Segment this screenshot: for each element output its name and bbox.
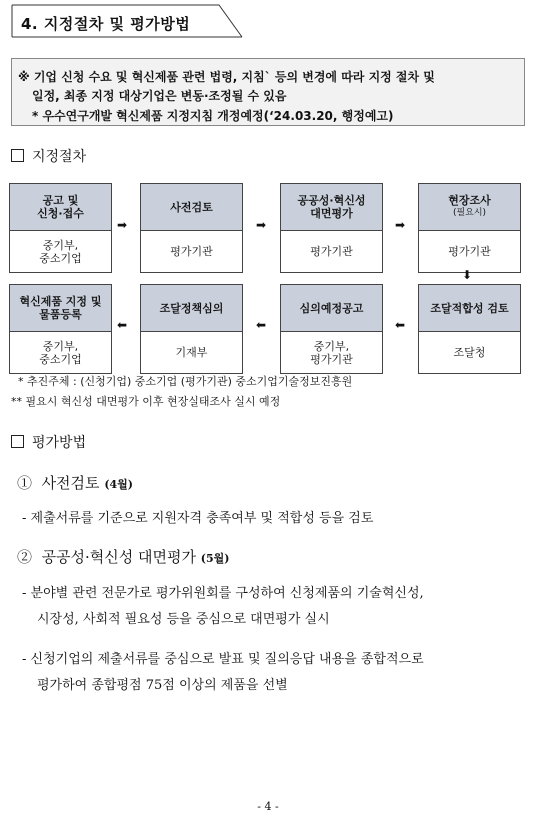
flow-step-title: 공고 및 <box>42 194 79 207</box>
arrow-right-icon: ➡ <box>117 218 128 232</box>
flow-step-title-2: 대면평가 <box>310 207 353 220</box>
checkbox-square-icon <box>11 435 24 448</box>
flow-step-title-2: 신청·접수 <box>37 207 84 220</box>
flow-step-actor-2: 중소기업 <box>39 352 82 366</box>
flow-step-title: 조달정책심의 <box>159 301 224 315</box>
flow-step-pre-review <box>140 183 243 273</box>
flow-step-title: 공공성·혁신성 <box>297 194 366 207</box>
section-title: 4. 지정절차 및 평가방법 <box>21 15 191 33</box>
notice-box <box>11 58 525 126</box>
flow-step-procurement-check <box>418 284 521 374</box>
flow-step-actor-2: 평가기관 <box>310 352 353 366</box>
evaluation-item-1-bullet: - 제출서류를 기준으로 지원자격 충족여부 및 적합성 등을 검토 <box>22 511 374 526</box>
evaluation-heading <box>11 432 86 452</box>
notice-line-3: * 우수연구개발 혁신제품 지정지침 개정예정(‘24.03.20, 행정예고) <box>32 109 394 123</box>
evaluation-item-2-bullet-1-line-1: - 분야별 관련 전문가로 평가위원회를 구성하여 신청제품의 기술혁신성, <box>22 586 424 601</box>
flow-step-actor: 평가기관 <box>448 245 491 258</box>
arrow-left-icon: ⬅ <box>117 318 128 332</box>
flow-step-announce <box>9 183 112 273</box>
circled-number: ② <box>17 548 33 566</box>
notice-line-2: 일정, 최종 지정 대상기업은 변동·조정될 수 있음 <box>32 89 287 103</box>
flow-step-title: 현장조사 <box>448 194 491 207</box>
evaluation-item-2-bullet-2-line-1: - 신청기업의 제출서류를 중심으로 발표 및 질의응답 내용을 종합적으로 <box>22 652 424 667</box>
item-title: 사전검토 <box>41 474 100 492</box>
flow-step-actor: 조달청 <box>453 346 486 359</box>
section-header <box>11 4 243 38</box>
flow-step-title: 조달적합성 검토 <box>430 301 509 315</box>
item-title: 공공성·혁신성 대면평가 <box>41 548 196 566</box>
procedure-note-1: * 추진주체 : (신청기업) 중소기업 (평가기관) 중소기업기술정보진흥원 <box>18 375 353 388</box>
procedure-heading <box>11 146 86 166</box>
flow-step-actor: 기재부 <box>175 346 208 359</box>
evaluation-item-2-heading <box>17 546 229 567</box>
flow-step-actor: 평가기관 <box>170 245 213 258</box>
procedure-heading-label: 지정절차 <box>32 149 87 165</box>
notice-line-1: ※ 기업 신청 수요 및 혁신제품 관련 법령, 지침` 등의 변경에 따라 지정 절차 및 <box>18 70 435 84</box>
flow-step-designation <box>9 284 112 374</box>
flow-step-title: 사전검토 <box>170 200 213 214</box>
evaluation-item-2-bullet-1-line-2: 시장성, 사회적 필요성 등을 중심으로 대면평가 실시 <box>37 612 330 627</box>
flow-step-actor-2: 중소기업 <box>39 251 82 265</box>
flow-step-policy-review <box>140 284 243 374</box>
evaluation-item-1-heading <box>17 472 133 493</box>
arrow-left-icon: ⬅ <box>256 318 267 332</box>
flow-step-review-notice <box>280 284 383 374</box>
item-month: (5월) <box>200 552 230 565</box>
flow-step-actor: 중기부, <box>313 339 350 353</box>
flow-step-actor: 중기부, <box>42 339 79 353</box>
flow-step-interview <box>280 183 383 273</box>
procedure-note-2: ** 필요시 혁신성 대면평가 이후 현장실태조사 실시 예정 <box>11 395 281 408</box>
flow-step-site-survey <box>418 183 521 273</box>
checkbox-square-icon <box>11 149 24 162</box>
flow-step-title: 혁신제품 지정 및 <box>19 295 102 308</box>
circled-number: ① <box>17 474 33 492</box>
item-month: (4월) <box>104 478 134 491</box>
evaluation-heading-label: 평가방법 <box>32 435 87 451</box>
arrow-down-icon: ⬇ <box>462 268 473 282</box>
arrow-right-icon: ➡ <box>256 218 267 232</box>
flow-step-title: 심의예정공고 <box>299 301 364 315</box>
flow-step-actor: 평가기관 <box>310 245 353 258</box>
flow-step-title-2: 물품등록 <box>39 308 82 321</box>
flow-step-subtitle: (필요시) <box>452 208 487 218</box>
evaluation-item-2-bullet-2-line-2: 평가하여 종합평점 75점 이상의 제품을 선별 <box>37 678 288 693</box>
arrow-left-icon: ⬅ <box>395 318 406 332</box>
page-number: - 4 - <box>257 800 279 813</box>
flow-step-actor: 중기부, <box>42 238 79 252</box>
arrow-right-icon: ➡ <box>395 218 406 232</box>
